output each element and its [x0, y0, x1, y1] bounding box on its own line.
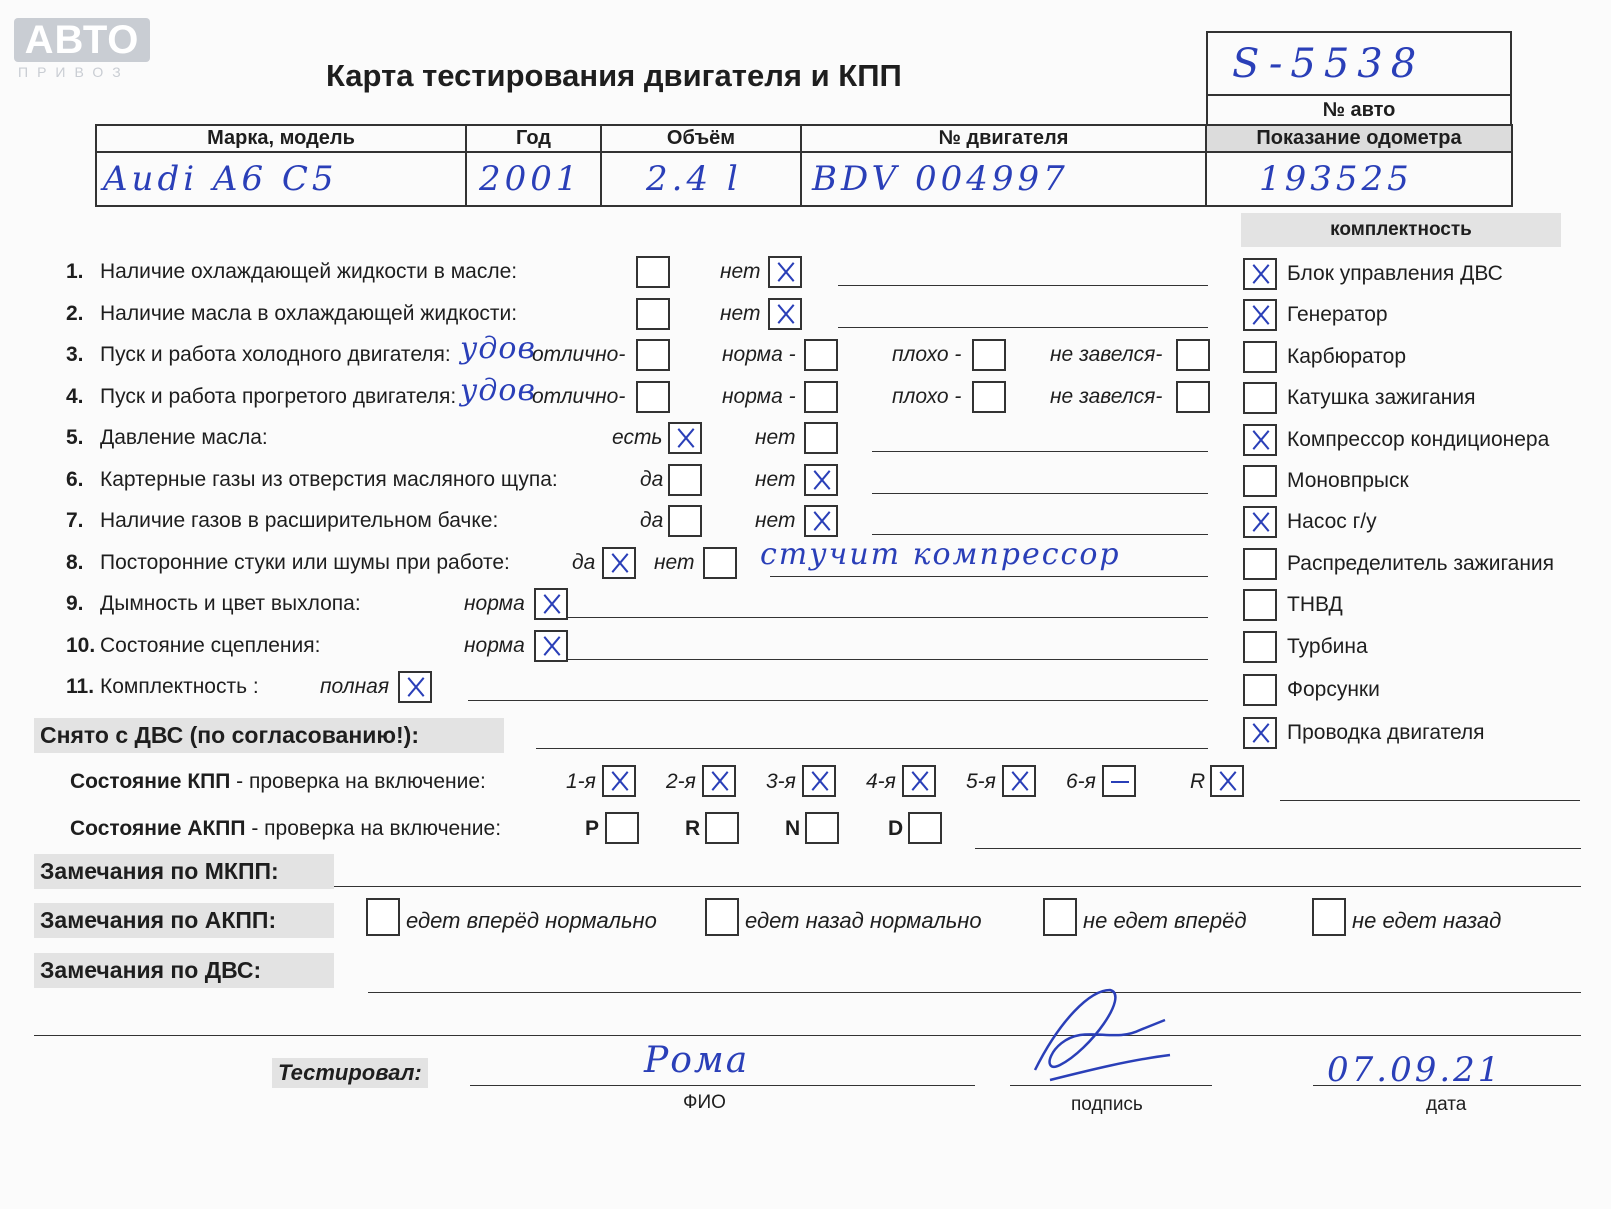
kpp-label — [70, 770, 486, 794]
completeness-label: Форсунки — [1287, 678, 1380, 701]
akpp-label — [70, 817, 501, 841]
completeness-checkbox[interactable] — [1243, 382, 1277, 414]
noise-note: стучит компрессор — [760, 536, 1121, 572]
page-title: Карта тестирования двигателя и КПП — [326, 58, 902, 93]
option-label: нет — [720, 260, 761, 283]
question-number: 10. — [66, 633, 96, 657]
option-label: норма - — [722, 343, 796, 366]
gear-checkbox[interactable] — [1210, 765, 1244, 797]
auto-number-value: S-5538 — [1232, 41, 1425, 87]
question-number: 1. — [66, 260, 84, 283]
answer-line — [872, 493, 1208, 494]
kpp-label-bold: Состояние КПП — [70, 770, 231, 793]
completeness-heading: комплектность — [1241, 213, 1561, 247]
name-label: ФИО — [683, 1092, 726, 1113]
option-label: не завелся- — [1050, 384, 1163, 408]
year-field[interactable] — [466, 152, 601, 206]
kpp-label-rest: - проверка на включение: — [230, 770, 486, 793]
akpp-remark-label: едет назад нормально — [745, 908, 982, 933]
akpp-remark-label: не едет назад — [1352, 908, 1502, 933]
signature-label: подпись — [1071, 1094, 1143, 1115]
option-checkbox[interactable] — [636, 339, 670, 371]
completeness-label: Компрессор кондиционера — [1287, 427, 1550, 451]
option-label: нет — [755, 467, 796, 491]
test-date: 07.09.21 — [1327, 1050, 1503, 1090]
akpp-mode-checkbox[interactable] — [605, 812, 639, 844]
dvs-remarks-heading: Замечания по ДВС: — [34, 953, 334, 988]
auto-number-field[interactable] — [1206, 31, 1512, 96]
kpp-line — [1280, 800, 1580, 801]
volume-value: 2.4 l — [646, 159, 742, 199]
akpp-mode-checkbox[interactable] — [908, 812, 942, 844]
gear-label: R — [1190, 770, 1206, 793]
gear-checkbox[interactable] — [1102, 765, 1136, 797]
option-label: да — [572, 550, 596, 574]
question-number: 5. — [66, 426, 84, 449]
date-label: дата — [1426, 1094, 1467, 1115]
odometer-value: 193525 — [1259, 159, 1413, 199]
completeness-checkbox[interactable] — [1243, 465, 1277, 497]
option-label: норма - — [722, 384, 796, 408]
answer-line — [468, 700, 1208, 701]
option-checkbox[interactable] — [804, 381, 838, 413]
tested-by-label: Тестировал: — [272, 1058, 428, 1088]
option-checkbox[interactable] — [636, 256, 670, 288]
name-line — [470, 1085, 975, 1086]
akpp-remark-checkbox[interactable] — [366, 898, 400, 936]
option-checkbox[interactable] — [804, 339, 838, 371]
question-text: Картерные газы из отверстия масляного щупа: — [100, 467, 558, 491]
question-text: Наличие охлаждающей жидкости в масле: — [100, 260, 518, 283]
logo: АВТО — [14, 18, 150, 62]
answer-line — [568, 617, 1208, 618]
option-checkbox[interactable] — [768, 256, 802, 288]
akpp-line — [975, 848, 1581, 849]
option-label: полная — [320, 675, 390, 698]
gear-checkbox[interactable] — [1002, 765, 1036, 797]
option-label: плохо - — [892, 384, 962, 408]
option-checkbox[interactable] — [768, 298, 802, 330]
completeness-checkbox[interactable] — [1243, 717, 1277, 749]
gear-checkbox[interactable] — [702, 765, 736, 797]
completeness-checkbox[interactable] — [1243, 424, 1277, 456]
option-checkbox[interactable] — [602, 547, 636, 579]
completeness-label: Катушка зажигания — [1287, 386, 1476, 410]
auto-number-label: № авто — [1206, 96, 1512, 126]
akpp-mode-checkbox[interactable] — [705, 812, 739, 844]
option-label: норма — [464, 633, 525, 657]
completeness-label: ТНВД — [1287, 593, 1343, 617]
question-text: Посторонние стуки или шумы при работе: — [100, 550, 510, 574]
logo-subtitle: ПРИВОЗ — [18, 64, 130, 80]
akpp-mode-label: D — [888, 817, 904, 840]
akpp-mode-label: N — [785, 817, 801, 840]
completeness-checkbox[interactable] — [1243, 299, 1277, 331]
option-label: не завелся- — [1050, 343, 1163, 366]
col-brand: Марка, модель — [96, 125, 466, 152]
akpp-remark-checkbox[interactable] — [1043, 898, 1077, 936]
option-checkbox[interactable] — [534, 588, 568, 620]
volume-field[interactable] — [601, 152, 801, 206]
engine-no-value: BDV 004997 — [812, 159, 1069, 199]
option-checkbox[interactable] — [1176, 381, 1210, 413]
answer-line — [838, 327, 1208, 328]
gear-label: 3-я — [766, 770, 796, 793]
option-checkbox[interactable] — [668, 505, 702, 537]
answer-line — [872, 451, 1208, 452]
option-label: нет — [755, 509, 796, 532]
akpp-remark-checkbox[interactable] — [1312, 898, 1346, 936]
completeness-label: Блок управления ДВС — [1287, 262, 1503, 285]
option-label: да — [640, 467, 664, 491]
question-number: 3. — [66, 343, 84, 366]
akpp-label-bold: Состояние АКПП — [70, 817, 246, 840]
akpp-mode-checkbox[interactable] — [805, 812, 839, 844]
completeness-label: Распределитель зажигания — [1287, 551, 1555, 575]
signature-drawing — [1020, 980, 1190, 1090]
col-year: Год — [466, 125, 601, 152]
brand-field[interactable] — [96, 152, 466, 206]
dvs-remarks-line-2 — [34, 1035, 1581, 1036]
col-volume: Объём — [601, 125, 801, 152]
option-checkbox[interactable] — [1176, 339, 1210, 371]
handwritten-note: удов — [460, 331, 536, 366]
option-checkbox[interactable] — [804, 464, 838, 496]
answer-line — [838, 285, 1208, 286]
completeness-checkbox[interactable] — [1243, 341, 1277, 373]
dvs-remarks-line — [368, 992, 1581, 993]
option-label: да — [640, 509, 664, 532]
gear-label: 2-я — [666, 770, 696, 793]
question-number: 9. — [66, 592, 84, 615]
option-checkbox[interactable] — [972, 339, 1006, 371]
question-text: Пуск и работа холодного двигателя: — [100, 343, 451, 366]
gear-label: 6-я — [1066, 770, 1096, 793]
option-checkbox[interactable] — [636, 298, 670, 330]
completeness-label: Моновпрыск — [1287, 469, 1409, 492]
removed-heading: Снято с ДВС (по согласованию!): — [34, 718, 504, 753]
option-checkbox[interactable] — [703, 547, 737, 579]
question-number: 11. — [66, 675, 95, 698]
question-number: 4. — [66, 384, 84, 408]
question-number: 6. — [66, 467, 84, 491]
completeness-label: Турбина — [1287, 634, 1368, 658]
question-number: 8. — [66, 550, 84, 574]
akpp-remark-label: не едет вперёд — [1083, 908, 1247, 933]
completeness-checkbox[interactable] — [1243, 548, 1277, 580]
question-text: Состояние сцепления: — [100, 633, 321, 657]
completeness-label: Насос г/у — [1287, 510, 1377, 534]
completeness-checkbox[interactable] — [1243, 589, 1277, 621]
handwritten-note: удов — [460, 372, 536, 408]
vehicle-header-table — [95, 124, 1513, 207]
akpp-remark-checkbox[interactable] — [705, 898, 739, 936]
answer-line — [568, 659, 1208, 660]
option-label: есть — [612, 426, 663, 449]
question-text: Наличие масла в охлаждающей жидкости: — [100, 301, 518, 325]
akpp-remarks-heading: Замечания по АКПП: — [34, 903, 334, 938]
year-value: 2001 — [479, 159, 582, 199]
option-checkbox[interactable] — [668, 422, 702, 454]
completeness-label: Проводка двигателя — [1287, 721, 1485, 745]
gear-label: 5-я — [966, 770, 996, 793]
completeness-checkbox[interactable] — [1243, 631, 1277, 663]
brand-value: Audi A6 C5 — [103, 159, 338, 199]
option-label: нет — [755, 426, 796, 449]
akpp-mode-label: P — [585, 817, 600, 840]
gear-checkbox[interactable] — [902, 765, 936, 797]
option-label: плохо - — [892, 343, 962, 366]
answer-line — [770, 576, 1208, 577]
question-text: Давление масла: — [100, 426, 268, 449]
gear-label: 1-я — [566, 770, 596, 793]
engine-no-field[interactable] — [801, 152, 1206, 206]
completeness-checkbox[interactable] — [1243, 258, 1277, 290]
col-odometer: Показание одометра — [1206, 125, 1512, 152]
gear-checkbox[interactable] — [602, 765, 636, 797]
col-engine-no: № двигателя — [801, 125, 1206, 152]
akpp-remark-label: едет вперёд нормально — [406, 908, 657, 933]
option-checkbox[interactable] — [972, 381, 1006, 413]
removed-line — [536, 748, 1208, 749]
option-label: отлично- — [532, 384, 626, 408]
option-label: отлично- — [532, 343, 626, 366]
option-checkbox[interactable] — [804, 505, 838, 537]
akpp-mode-label: R — [685, 817, 701, 840]
option-checkbox[interactable] — [804, 422, 838, 454]
option-label: норма — [464, 592, 525, 615]
question-number: 2. — [66, 301, 84, 325]
option-checkbox[interactable] — [636, 381, 670, 413]
question-text: Дымность и цвет выхлопа: — [100, 592, 361, 615]
option-label: нет — [654, 550, 695, 574]
question-text: Комплектность : — [100, 675, 259, 698]
question-number: 7. — [66, 509, 84, 532]
completeness-label: Генератор — [1287, 303, 1388, 327]
tester-name: Рома — [644, 1040, 750, 1081]
odometer-field[interactable] — [1206, 152, 1512, 206]
completeness-label: Карбюратор — [1287, 344, 1407, 368]
question-text: Наличие газов в расширительном бачке: — [100, 509, 499, 532]
option-checkbox[interactable] — [668, 464, 702, 496]
gear-checkbox[interactable] — [802, 765, 836, 797]
gear-label: 4-я — [866, 770, 896, 793]
question-text: Пуск и работа прогретого двигателя: — [100, 384, 457, 408]
option-checkbox[interactable] — [398, 671, 432, 703]
mkpp-remarks-line — [334, 886, 1581, 887]
akpp-label-rest: - проверка на включение: — [245, 817, 502, 840]
completeness-checkbox[interactable] — [1243, 506, 1277, 538]
option-label: нет — [720, 301, 761, 325]
completeness-checkbox[interactable] — [1243, 674, 1277, 706]
answer-line — [872, 534, 1208, 535]
option-checkbox[interactable] — [534, 630, 568, 662]
mkpp-remarks-heading: Замечания по МКПП: — [34, 854, 334, 889]
